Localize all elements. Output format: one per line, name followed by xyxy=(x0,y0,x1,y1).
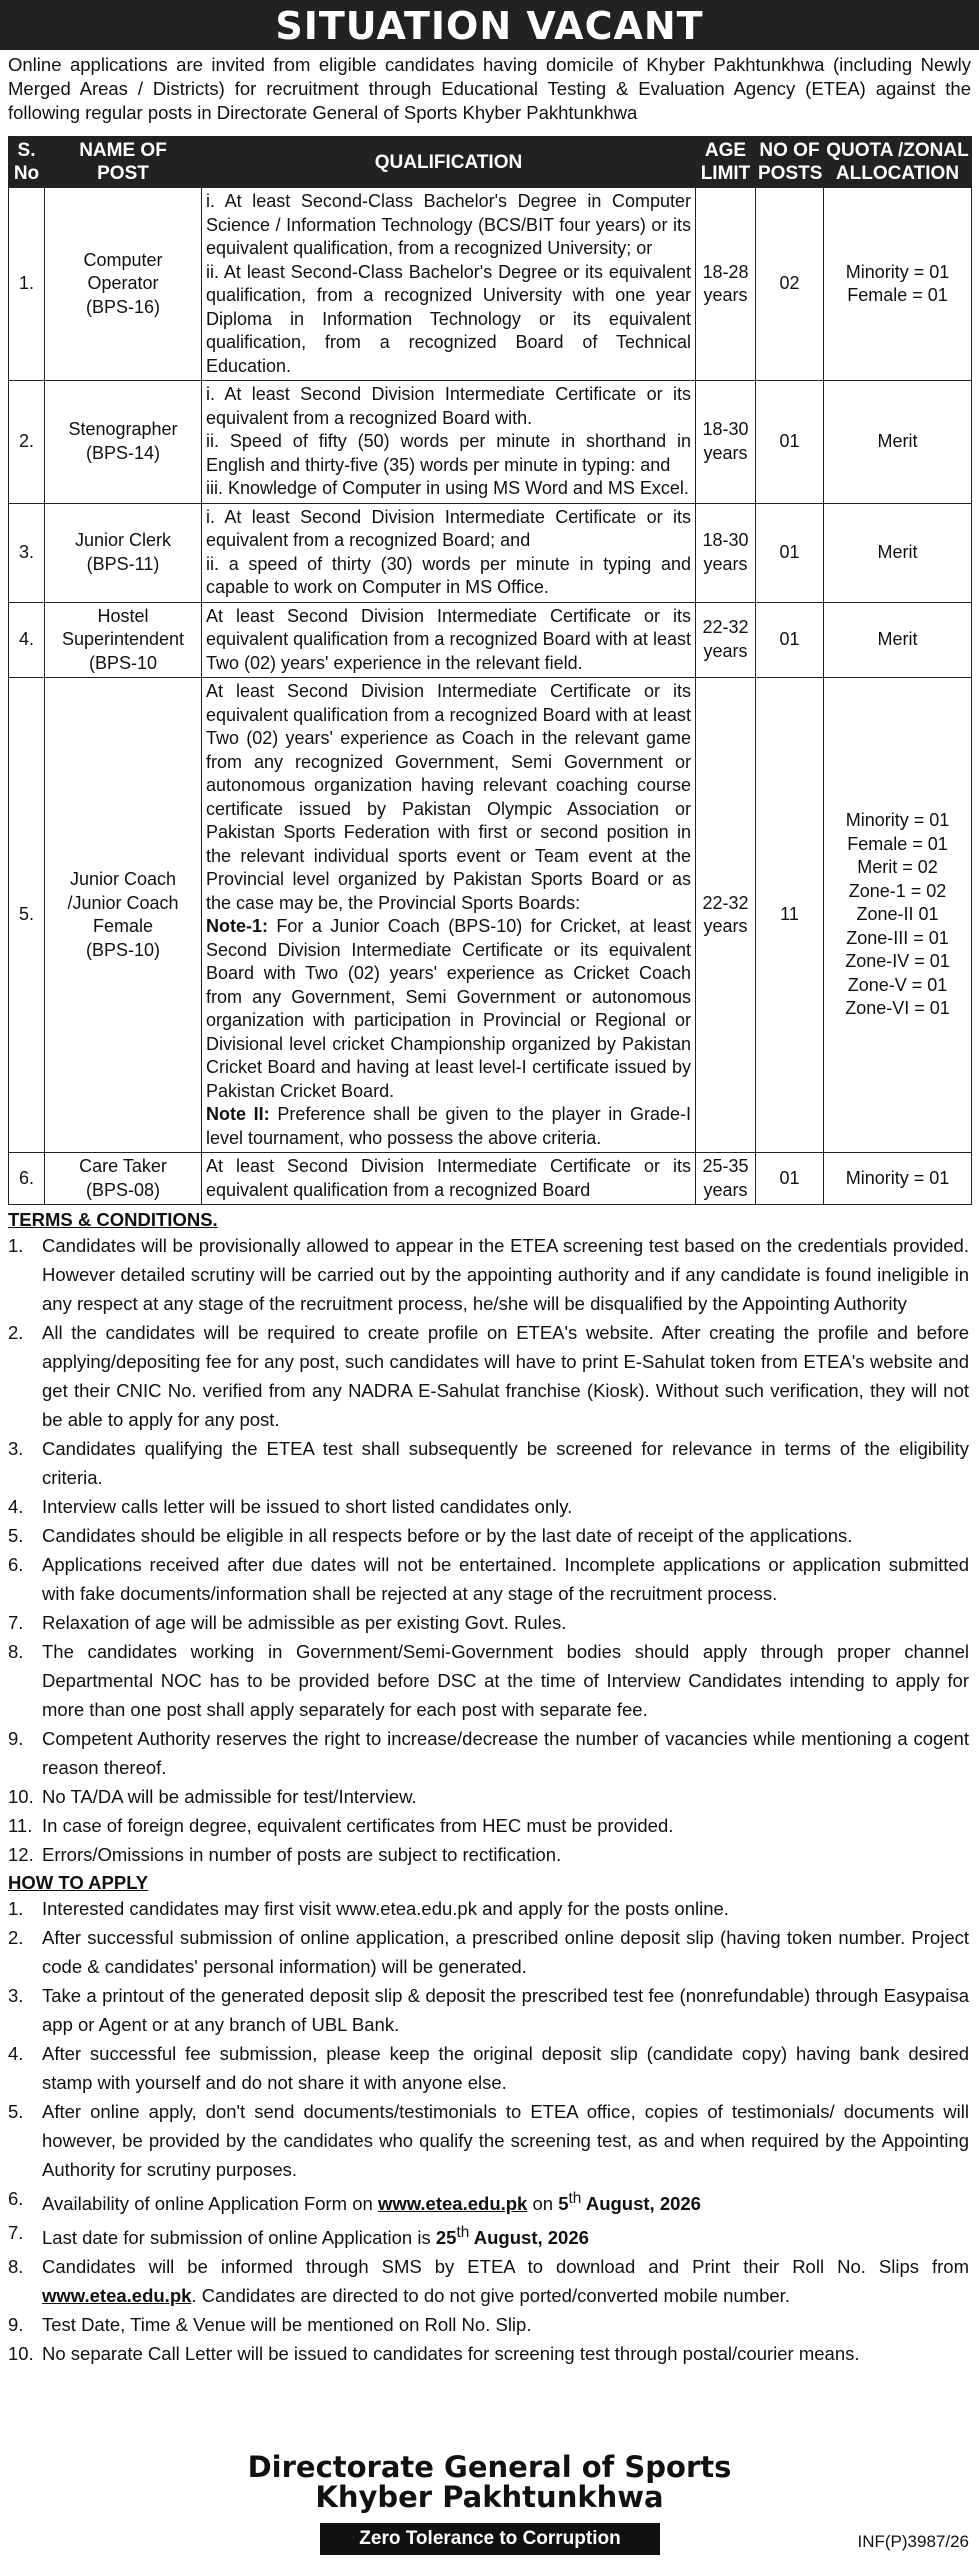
quota-line: Zone-IV = 01 xyxy=(845,951,950,972)
terms-item xyxy=(8,1231,969,1318)
table-row xyxy=(9,1153,972,1205)
terms-item-number: 4. xyxy=(8,1496,24,1517)
age-line: 22-32 xyxy=(702,892,749,913)
age-line: years xyxy=(703,640,748,661)
row-no-of-posts: 01 xyxy=(756,602,824,678)
age-line: years xyxy=(703,285,748,305)
row-qualification xyxy=(202,602,696,678)
terms-item-text: Interview calls letter will be issued to short listed candidates only. xyxy=(42,1496,573,1517)
qualification-line: At least Second Division Intermediate Certificate or its equivalent qualification from a recognized Board with at least Two (02) years' experience in the relevant field. xyxy=(206,605,691,673)
quota-line: Zone-II 01 xyxy=(856,904,939,925)
terms-item-number: 1. xyxy=(8,1235,24,1256)
etea-link[interactable]: www.etea.edu.pk xyxy=(377,2193,528,2215)
header-posts-line: POSTS xyxy=(758,163,823,184)
row-quota xyxy=(824,381,972,504)
terms-item-text: In case of foreign degree, equivalent certificates from HEC must be provided. xyxy=(42,1815,674,1836)
how-item xyxy=(8,2310,969,2339)
post-name-line: Female xyxy=(92,916,154,936)
how-item-text: After online apply, don't send documents/testimonials to ETEA office, copies of testimonials/ documents will however, be provided by the candidates who qualify the screening test, as and when required by the Appointing Authority for scrutiny purposes. xyxy=(42,2101,969,2180)
quota-line: Minority = 01 xyxy=(845,1167,950,1188)
terms-list xyxy=(0,1231,979,1869)
header-name-line: NAME OF xyxy=(79,140,167,161)
row-sno: 2. xyxy=(9,381,45,504)
post-name-line: Stenographer xyxy=(68,419,178,440)
how-item-number: 6. xyxy=(8,2188,24,2209)
row-age-limit xyxy=(696,602,756,678)
how-item-text: No separate Call Letter will be issued to candidates for screening test through postal/courier means. xyxy=(42,2343,860,2365)
how-item-text: . Candidates are directed to do not give ported/converted mobile number. xyxy=(191,2285,790,2307)
row-qualification xyxy=(202,503,696,602)
how-item-number: 4. xyxy=(8,2043,24,2064)
header-posts-line: NO OF xyxy=(759,140,820,161)
how-item-number: 3. xyxy=(8,1985,24,2006)
slogan-banner: Zero Tolerance to Corruption xyxy=(320,2523,660,2555)
header-posts xyxy=(756,137,824,188)
quota-line: Merit xyxy=(877,629,918,649)
terms-heading: TERMS & CONDITIONS. xyxy=(8,1209,218,1230)
how-item xyxy=(8,2218,969,2252)
note-1 xyxy=(206,915,691,1103)
note-1-label: Note-1: xyxy=(206,916,268,936)
footer-department xyxy=(0,2452,979,2512)
terms-item xyxy=(8,1608,969,1637)
how-item-number: 2. xyxy=(8,1927,24,1948)
row-post-name xyxy=(45,381,202,504)
quota-line: Zone-III = 01 xyxy=(846,927,949,948)
row-qualification xyxy=(202,188,696,381)
note-1-text: For a Junior Coach (BPS-10) for Cricket, at least Second Division Intermediate Certificate or its equivalent Board with Two (02) years' experience as Cricket Coach from any Government, Semi Government or autonomous organization with participation in Provincial or Regional or Divisional level cricket Championship organized by Pakistan Cricket Board and having at least level-I certificate issued by Pakistan Cricket Board. xyxy=(206,916,691,1101)
terms-item-number: 7. xyxy=(8,1612,24,1633)
table-row xyxy=(9,503,972,602)
qualification-line: ii. a speed of thirty (30) words per minute in typing and capable to work on Computer in MS Office. xyxy=(206,553,691,597)
header-quota-line: ALLOCATION xyxy=(835,163,960,184)
qualification-line: iii. Knowledge of Computer in using MS Word and MS Excel. xyxy=(206,478,689,498)
row-sno: 4. xyxy=(9,602,45,678)
how-item-text: Take a printout of the generated deposit slip & deposit the prescribed test fee (nonrefundable) through Easypaisa app or Agent or at any branch of UBL Bank. xyxy=(42,1985,969,2035)
header-quota-line: QUOTA /ZONAL xyxy=(826,140,969,161)
how-item-text: After successful submission of online application, a prescribed online deposit slip (having token number. Project code & candidates' personal information) will be generated. xyxy=(42,1927,969,1977)
row-sno: 6. xyxy=(9,1153,45,1205)
terms-item xyxy=(8,1550,969,1608)
row-age-limit xyxy=(696,503,756,602)
how-item-number: 1. xyxy=(8,1898,24,1919)
note-2-label: Note II: xyxy=(206,1104,270,1124)
qualification-line: i. At least Second Division Intermediate Certificate or its equivalent from a recognized Board; and xyxy=(206,506,691,550)
row-no-of-posts: 01 xyxy=(756,503,824,602)
how-item xyxy=(8,1981,969,2039)
quota-line: Zone-VI = 01 xyxy=(845,998,950,1019)
how-item xyxy=(8,2339,969,2368)
terms-item xyxy=(8,1318,969,1434)
posts-table-body xyxy=(9,188,972,1205)
how-to-apply-section xyxy=(0,1870,979,2368)
terms-item-text: Candidates should be eligible in all respects before or by the last date of receipt of the applications. xyxy=(42,1525,853,1546)
how-item-number: 10. xyxy=(8,2343,34,2365)
terms-item-text: Relaxation of age will be admissible as per existing Govt. Rules. xyxy=(42,1612,567,1633)
note-2-text: Preference shall be given to the player in Grade-I level tournament, who possess the above criteria. xyxy=(206,1104,691,1148)
qualification-line: ii. Speed of fifty (50) words per minute in shorthand in English and thirty-five (35) words per minute in typing: and xyxy=(206,431,691,475)
terms-item xyxy=(8,1434,969,1492)
age-line: 18-28 xyxy=(702,261,749,282)
terms-item-number: 5. xyxy=(8,1525,24,1546)
terms-item-text: Applications received after due dates will not be entertained. Incomplete applications or application submitted with fake documents/information shall be rejected at any stage of the recruitment process. xyxy=(42,1554,969,1604)
terms-item xyxy=(8,1811,969,1840)
row-sno: 3. xyxy=(9,503,45,602)
quota-line: Zone-1 = 02 xyxy=(848,880,947,901)
page-title: SITUATION VACANT xyxy=(0,0,979,50)
age-line: years xyxy=(703,553,748,574)
age-line: years xyxy=(703,916,748,936)
qualification-line: i. At least Second-Class Bachelor's Degree in Computer Science / Information Technology (BCS/BIT four years) or its equivalent qualification, from a recognized University; or xyxy=(206,191,691,258)
post-name-line: (BPS-08) xyxy=(85,1179,161,1200)
footer-line-2: Khyber Pakhtunkhwa xyxy=(315,2480,664,2514)
how-item xyxy=(8,2252,969,2310)
row-qualification xyxy=(202,1153,696,1205)
how-item-text: After successful fee submission, please keep the original deposit slip (candidate copy) having bank desired stamp with yourself and do not share it with anyone else. xyxy=(42,2043,969,2093)
age-line: years xyxy=(703,442,748,463)
qualification-line: i. At least Second Division Intermediate Certificate or its equivalent from a recognized Board with. xyxy=(206,384,691,428)
qualification-line: ii. At least Second-Class Bachelor's Degree or its equivalent qualification, from a recognized University with one year Diploma in Information Technology or its equivalent qualification, from a recognized Board of Technical Education. xyxy=(206,261,691,376)
header-age xyxy=(696,137,756,188)
terms-item-number: 6. xyxy=(8,1554,24,1575)
posts-table xyxy=(8,136,972,1205)
terms-item-number: 8. xyxy=(8,1641,24,1662)
date-rest: August, 2026 xyxy=(469,2227,589,2249)
row-post-name xyxy=(45,678,202,1153)
row-quota xyxy=(824,602,972,678)
quota-line: Female = 01 xyxy=(847,833,948,854)
date-suffix: th xyxy=(568,2190,582,2207)
header-sno-line: No xyxy=(13,163,40,184)
how-to-apply-heading: HOW TO APPLY xyxy=(8,1872,149,1893)
footer-line-1: Directorate General of Sports xyxy=(247,2450,732,2484)
how-item-number: 5. xyxy=(8,2101,24,2122)
etea-link[interactable]: www.etea.edu.pk xyxy=(42,2285,192,2307)
how-item xyxy=(8,2039,969,2097)
quota-line: Merit = 02 xyxy=(857,857,938,878)
post-name-line: Junior Clerk xyxy=(74,530,172,550)
post-name-line: /Junior Coach xyxy=(67,892,179,913)
post-name-line: Computer xyxy=(83,249,163,270)
header-age-line: LIMIT xyxy=(700,163,751,184)
row-post-name xyxy=(45,1153,202,1205)
date-day: 5 xyxy=(558,2193,569,2215)
reference-number: INF(P)3987/26 xyxy=(857,2532,969,2551)
header-quota xyxy=(824,137,972,188)
quota-line: Minority = 01 xyxy=(845,810,950,831)
terms-item-number: 2. xyxy=(8,1322,24,1343)
post-name-line: (BPS-10 xyxy=(88,652,158,673)
quota-line: Merit xyxy=(877,431,918,451)
post-name-line: Junior Coach xyxy=(69,869,177,889)
terms-item-number: 11. xyxy=(8,1815,33,1836)
how-item-text: Candidates will be informed through SMS by ETEA to download and Print their Roll No. Slips from xyxy=(42,2256,969,2278)
row-quota xyxy=(824,188,972,381)
how-item-number: 7. xyxy=(8,2222,24,2244)
post-name-line: (BPS-16) xyxy=(85,296,161,317)
terms-item-text: Errors/Omissions in number of posts are subject to rectification. xyxy=(42,1844,562,1865)
row-no-of-posts: 01 xyxy=(756,1153,824,1205)
terms-item-text: All the candidates will be required to create profile on ETEA's website. After creating the profile and before applying/depositing fee for any post, such candidates will have to print E-Sahulat token from ETEA's website and get their CNIC No. verified from any NADRA E-Sahulat franchise (Kiosk). Without such verification, they will not be able to apply for any post. xyxy=(42,1322,969,1430)
quota-line: Merit xyxy=(877,541,918,562)
how-item xyxy=(8,1923,969,1981)
how-item-text: Last date for submission of online Application is xyxy=(42,2227,436,2249)
header-name-line: POST xyxy=(97,163,149,184)
row-sno: 1. xyxy=(9,188,45,381)
qualification-line: At least Second Division Intermediate Certificate or its equivalent qualification from a recognized Board with at least Two (02) years' experience as Coach in the relevant game from any recognized Government, Semi Government or autonomous organization having relevant coaching course certificate issued by Pakistan Olympic Association or Pakistan Sports Federation with first or second position in the relevant individual sports event or Team event at the Provincial level organized by Pakistan Sports Board or as the case may be, the Provincial Sports Boards: xyxy=(206,681,691,913)
terms-item-number: 3. xyxy=(8,1438,24,1459)
post-name-line: (BPS-11) xyxy=(86,553,160,574)
how-item xyxy=(8,2097,969,2184)
row-post-name xyxy=(45,503,202,602)
row-post-name xyxy=(45,188,202,381)
quota-line: Minority = 01 xyxy=(845,261,950,282)
qualification-line: At least Second Division Intermediate Certificate or its equivalent qualification from a recognized Board xyxy=(206,1156,691,1200)
date-suffix: th xyxy=(456,2224,470,2242)
header-sno xyxy=(9,137,45,188)
terms-item xyxy=(8,1521,969,1550)
terms-item-text: Candidates will be provisionally allowed to appear in the ETEA screening test based on the credentials provided. However detailed scrutiny will be carried out by the appointing authority and if any candidate is found ineligible in any respect at any stage of the recruitment process, he/she will be disqualified by the Appointing Authority xyxy=(42,1235,969,1314)
header-sno-line: S. xyxy=(17,140,36,161)
terms-section xyxy=(0,1207,979,1869)
row-sno: 5. xyxy=(9,678,45,1153)
header-qualification: QUALIFICATION xyxy=(202,137,696,188)
how-item-number: 8. xyxy=(8,2256,24,2278)
terms-item xyxy=(8,1724,969,1782)
row-quota xyxy=(824,1153,972,1205)
row-age-limit xyxy=(696,381,756,504)
post-name-line: (BPS-10) xyxy=(85,939,161,960)
date-day: 25 xyxy=(435,2227,457,2249)
post-name-line: Operator xyxy=(87,273,159,294)
date-rest: August, 2026 xyxy=(581,2193,701,2215)
terms-item-text: Competent Authority reserves the right to increase/decrease the number of vacancies while mentioning a cogent reason thereof. xyxy=(42,1728,969,1778)
table-row xyxy=(9,381,972,504)
terms-item-text: The candidates working in Government/Semi-Government bodies should apply through proper channel Departmental NOC has to be provided before DSC at the time of Interview Candidates intending to apply for more than one post shall apply separately for each post with separate fee. xyxy=(42,1641,969,1720)
row-age-limit xyxy=(696,188,756,381)
age-line: 18-30 xyxy=(702,530,749,550)
intro-paragraph: Online applications are invited from eligible candidates having domicile of Khyber Pakhtunkhwa (including Newly Merged Areas / Districts) for recruitment through Educational Testing & Evaluation Agency (ETEA) against the following regular posts in Directorate General of Sports Khyber Pakhtunkhwa xyxy=(8,54,971,123)
age-line: 25-35 xyxy=(702,1156,749,1176)
table-row xyxy=(9,678,972,1153)
terms-item-number: 10. xyxy=(8,1786,34,1807)
header-age-line: AGE xyxy=(704,140,747,161)
row-quota xyxy=(824,503,972,602)
row-age-limit xyxy=(696,1153,756,1205)
note-2 xyxy=(206,1103,691,1150)
row-qualification xyxy=(202,381,696,504)
post-name-line: (BPS-14) xyxy=(85,442,161,463)
table-row xyxy=(9,188,972,381)
row-qualification xyxy=(202,678,696,1153)
how-item-number: 9. xyxy=(8,2314,24,2336)
table-row xyxy=(9,602,972,678)
post-name-line: Care Taker xyxy=(79,1156,167,1176)
how-to-apply-list xyxy=(0,1894,979,2368)
how-item-text: on xyxy=(527,2193,559,2215)
row-no-of-posts: 01 xyxy=(756,381,824,504)
age-line: years xyxy=(703,1179,748,1200)
row-no-of-posts: 11 xyxy=(756,678,824,1153)
terms-item xyxy=(8,1492,969,1521)
post-name-line: Hostel xyxy=(97,605,149,626)
terms-item-number: 9. xyxy=(8,1728,24,1749)
row-post-name xyxy=(45,602,202,678)
terms-item-text: No TA/DA will be admissible for test/Interview. xyxy=(42,1786,417,1807)
terms-item xyxy=(8,1782,969,1811)
terms-item xyxy=(8,1840,969,1869)
age-line: 22-32 xyxy=(702,617,749,638)
post-name-line: Superintendent xyxy=(61,629,185,649)
table-header-row xyxy=(9,137,972,188)
quota-line: Female = 01 xyxy=(847,285,948,305)
row-no-of-posts: 02 xyxy=(756,188,824,381)
how-item-text: Availability of online Application Form on xyxy=(42,2193,378,2215)
quota-line: Zone-V = 01 xyxy=(847,974,948,995)
how-item-text: Interested candidates may first visit www.etea.edu.pk and apply for the posts online. xyxy=(42,1898,729,1919)
terms-item xyxy=(8,1637,969,1724)
header-name xyxy=(45,137,202,188)
row-age-limit xyxy=(696,678,756,1153)
how-item xyxy=(8,2184,969,2218)
how-item xyxy=(8,1894,969,1923)
age-line: 18-30 xyxy=(702,419,749,440)
terms-item-number: 12. xyxy=(8,1844,34,1865)
how-item-text: Test Date, Time & Venue will be mentioned on Roll No. Slip. xyxy=(42,2314,532,2336)
terms-item-text: Candidates qualifying the ETEA test shall subsequently be screened for relevance in terms of the eligibility criteria. xyxy=(42,1438,969,1488)
row-quota xyxy=(824,678,972,1153)
